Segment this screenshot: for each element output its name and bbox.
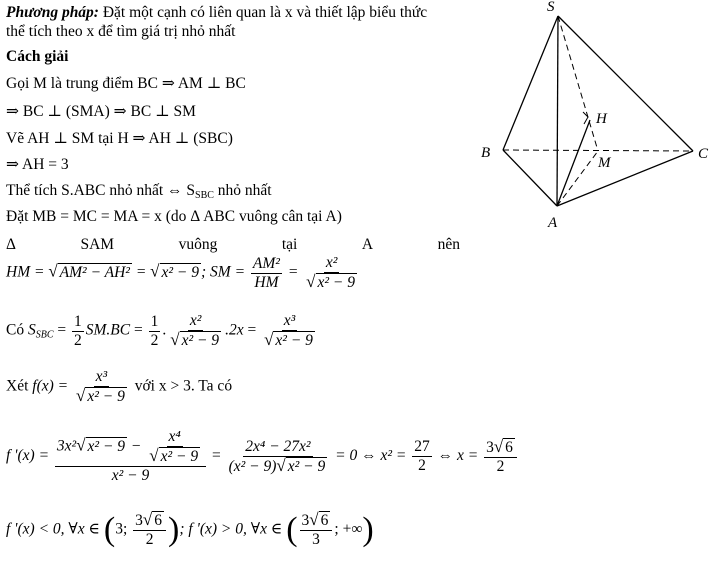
eq-sm-den-2: x² − 9 <box>317 274 356 291</box>
method-label: Phương pháp: <box>6 4 99 21</box>
eq-fp-n1crad: x² − 9 <box>160 448 199 465</box>
label-b: B <box>481 145 491 161</box>
eq-s-half-den-2: 2 <box>150 331 159 349</box>
eq-sm-equals: = <box>283 263 303 281</box>
step-7-word: Δ <box>6 236 16 253</box>
eq-f-tail: với x > 3. Ta có <box>130 377 233 395</box>
eq-fp-r-rad: 6 <box>505 438 513 456</box>
eq-hm-equals-2: = <box>131 263 151 281</box>
equation-sign: f '(x) < 0, ∀x ∈ (3; $\frac{3√ 6}{2}$ ); f '(x) > 0, ∀x ∈ ( $\frac{3√ 6}{3}$ ; +∞) <box>6 510 374 548</box>
eq-fp-inner-frac: $\frac{\text{x⁴}}{\text{√ x² − 9}}$ <box>149 428 199 465</box>
label-s: S <box>547 0 555 15</box>
eq-s-2x: .2x <box>225 321 244 339</box>
eq-sm-fraction-2: $\frac{\text{x²}}{\text{√ x² − 9}}$ <box>306 254 356 291</box>
eq-f-den: x² − 9 <box>87 388 125 405</box>
label-m: M <box>598 155 611 171</box>
eq-sign-frac-1: $\frac{3√ 6}{2}$ <box>133 511 166 549</box>
eq-fp-root-num: 3√ 6 <box>484 438 517 458</box>
eq-hm-label: HM <box>6 263 31 281</box>
eq-sign-frac-2: $\frac{3√ 6}{3}$ <box>300 511 333 549</box>
eq-fp-27: 27 <box>414 438 430 455</box>
edge-sb <box>503 16 558 150</box>
eq-f-num: x³ <box>95 368 108 385</box>
step-5-b: nhỏ nhất <box>213 182 272 199</box>
eq-sign-n2: 3 <box>301 512 310 529</box>
eq-s-frac-num: x² <box>189 312 202 329</box>
eq-fp-n1a: 3x² <box>56 437 77 455</box>
method-text-1: Đặt một cạnh có liên quan là x và thiết lập biểu thức <box>102 4 428 21</box>
eq-hm-equals: = <box>30 263 49 281</box>
segment-ah <box>557 120 590 206</box>
eq-f-fraction: $\frac{\text{x³}}{\text{√ x² − 9}}$ <box>75 368 125 405</box>
eq-fp-d2a: (x² − 9) <box>228 457 277 475</box>
label-c: C <box>698 146 709 162</box>
step-1: Gọi M là trung điểm BC ⇒ AM ⊥ BC <box>6 75 246 92</box>
eq-s-half-den: 2 <box>74 331 82 349</box>
eq-f-xet: Xét <box>6 377 33 395</box>
eq-sign-r2: 6 <box>320 512 329 529</box>
eq-sign-r1: 6 <box>154 512 162 529</box>
eq-s-half-num: 1 <box>74 312 82 330</box>
eq-fp-den-1: x² − 9 <box>111 467 150 484</box>
step-3: Vẽ AH ⊥ SM tại H ⇒ AH ⊥ (SBC) <box>6 130 233 147</box>
eq-s-half-num-2: 1 <box>150 312 159 330</box>
eq-fp-n1b: − <box>127 437 146 455</box>
edge-sa <box>557 16 558 206</box>
method-text-2: thể tích theo x để tìm giá trị nhỏ nhất <box>6 23 236 40</box>
eq-sign-c: ; f '(x) > 0, ∀x ∈ <box>179 520 287 538</box>
eq-fp-n1c: x⁴ <box>168 428 181 445</box>
step-6: Đặt MB = MC = MA = x (do Δ ABC vuông cân tại A) <box>6 208 342 225</box>
eq-f-fx: f(x) = <box>32 377 72 395</box>
equation-hm: HM = √ AM² − AH² = √ x² − 9 ; SM = $\frac{\text{AM²}}{HM}$ = $\frac{\text{x²}}{\text{√ x² − 9}}$ <box>6 254 361 292</box>
eq-fp-num-1: 3x²√ x² − 9 − $\frac{\text{x⁴}}{\text{√ x² − 9}}$ <box>55 428 206 467</box>
step-7-word: tại <box>281 236 298 253</box>
eq-s-frac-den: x² − 9 <box>181 332 220 349</box>
step-5-a: Thể tích S.ABC nhỏ nhất ⇔ S <box>6 182 196 199</box>
eq-fp-num-2: 2x⁴ − 27x² <box>245 437 311 455</box>
eq-sign-e: ; +∞ <box>334 520 363 538</box>
eq-s-sub: SBC <box>35 329 54 341</box>
label-h: H <box>596 111 607 127</box>
eq-fp-iff: ⇔ x = <box>433 447 483 465</box>
eq-fp-2: 2 <box>418 457 426 474</box>
eq-fp-d2rad: x² − 9 <box>287 457 326 475</box>
equation-derivative: f '(x) = 3x²√ x² − 9 − $\frac{\text{x⁴}}{\text{√ x² − 9}}$ x² − 9 = $\frac{\text{2x⁴ − 27x²}}{\text{(x² − 9)√ x² − 9}}$ = 0 ⇔ x² = $\frac{27}{2}$ ⇔ x = $\frac{3√ 6}{2}$ <box>6 428 519 485</box>
eq-sign-b: 3; <box>115 520 132 538</box>
eq-fp-den-2: (x² − 9)√ x² − 9 <box>228 455 326 475</box>
eq-s-smbc: SM.BC <box>85 321 131 339</box>
eq-fp-r-den: 2 <box>496 457 505 475</box>
eq-sm-num-2: x² <box>325 254 338 271</box>
eq-fp-r-num: 3 <box>486 438 494 456</box>
eq-fp-label: f '(x) = <box>6 447 53 465</box>
step-7-word: SAM <box>80 236 115 253</box>
eq-fp-n1rad: x² − 9 <box>87 437 126 455</box>
eq-sign-d2: 3 <box>312 531 320 548</box>
label-a: A <box>548 215 558 231</box>
eq-s-result: $\frac{\text{x³}}{\text{√ x² − 9}}$ <box>264 312 313 349</box>
eq-s-result-num: x³ <box>283 312 296 329</box>
eq-sm-num: AM² <box>252 254 280 272</box>
solution-title: Cách giải <box>6 48 69 65</box>
step-2: ⇒ BC ⊥ (SMA) ⇒ BC ⊥ SM <box>6 103 196 120</box>
step-7-word: A <box>361 236 374 253</box>
edge-ba <box>503 150 557 206</box>
eq-fp-eq0: = 0 ⇔ x² = <box>331 447 411 465</box>
eq-hm-radicand-2: x² − 9 <box>161 263 199 281</box>
eq-sign-a: f '(x) < 0, ∀x ∈ <box>6 520 104 538</box>
eq-sign-d1: 2 <box>145 531 154 548</box>
step-5-sub: SBC <box>195 190 214 201</box>
eq-sm-den: HM <box>254 273 279 291</box>
step-7-word: nên <box>437 236 460 253</box>
eq-s-co: Có <box>6 321 28 339</box>
eq-s-fraction: $\frac{\text{x²}}{\text{√ x² − 9}}$ <box>170 312 220 349</box>
eq-sign-n1: 3 <box>135 512 143 529</box>
eq-hm-radicand-1: AM² − AH² <box>59 263 130 281</box>
step-7-word: vuông <box>178 236 218 253</box>
eq-s-result-den: x² − 9 <box>275 332 313 349</box>
eq-s-symbol: S <box>27 321 36 339</box>
step-4: ⇒ AH = 3 <box>6 156 69 173</box>
eq-sm-label: ; SM = <box>201 263 249 281</box>
equation-s-sbc: Có $S_{SBC}$ = $\frac{1}{2}$ SM.BC = $\frac{1}{2}$ . $\frac{\text{x²}}{\text{√ x² − 9}}$ .2x = $\frac{\text{x³}}{\text{√ x² − 9}}$ <box>6 312 319 350</box>
